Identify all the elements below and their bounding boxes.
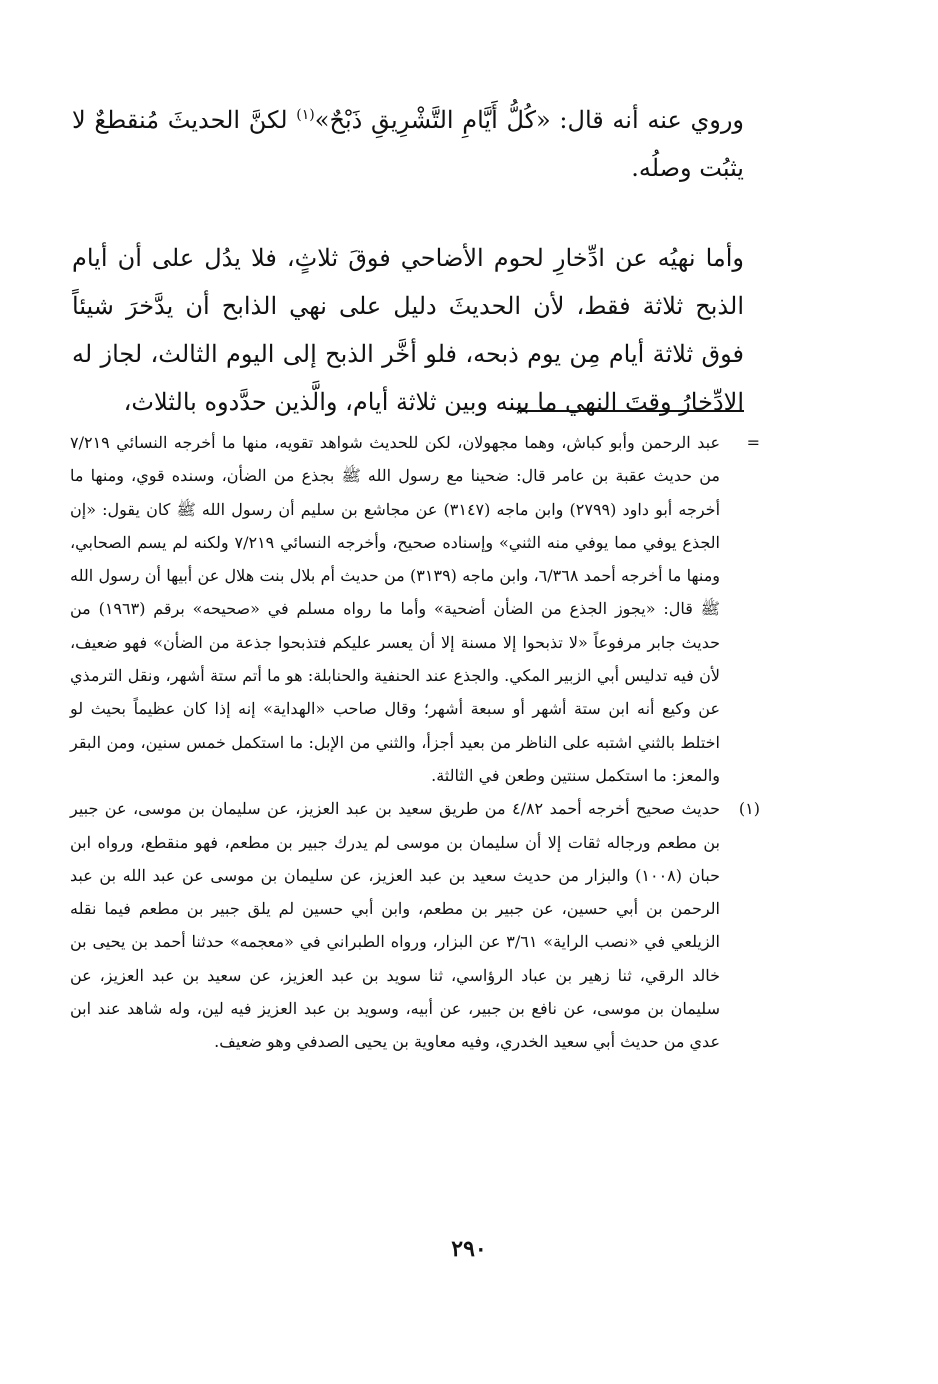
paragraph-1-text-a: وروي عنه أنه قال: «كُلُّ أَيَّامِ التَّشْرِيقِ ذَبْحٌ»	[314, 106, 745, 134]
footnote-separator	[518, 410, 744, 412]
footnote-ref-1[interactable]: (١)	[296, 107, 315, 123]
footnote-continuation	[70, 426, 760, 792]
footnote-continuation-marker: =	[746, 433, 760, 452]
footnotes	[70, 426, 760, 1059]
page-number: ٢٩٠	[451, 1236, 487, 1262]
paragraph-1	[72, 96, 744, 192]
footnote-1-text: حديث صحيح أخرجه أحمد ٤/٨٢ من طريق سعيد بن عبد العزيز، عن سليمان بن موسى، عن جبير بن مطعم ورجاله ثقات إلا أن سليمان بن موسى لم يدرك جبير بن مطعم، فهو منقطع، ورواه ابن حبان (١٠٠٨) والبزار من حديث سعيد بن عبد العزيز، عن سليمان بن موسى عن عبد الله بن عبد الرحمن بن أبي حسين، عن جبير بن مطعم، وابن أبي حسين لم يلق جبير بن مطعم فيما نقله الزيلعي في «نصب الراية» ٣/٦١ عن البزار، ورواه الطبراني في «معجمه» حدثنا أحمد بن يحيى بن خالد الرقي، ثنا زهير بن عباد الرؤاسي، ثنا سويد بن عبد العزيز، عن سعيد بن عبد العزيز، عن سليمان بن موسى، عن نافع بن جبير، عن أبيه، وسويد بن عبد العزيز فيه لين، وله شاهد عند ابن عدي من حديث أبي سعيد الخدري، وفيه معاوية بن يحيى الصدفي وهو ضعيف.	[70, 799, 721, 1052]
paragraph-1-text-b: لكنَّ الحديثَ مُنقطعٌ لا يثبُت وصلُه.	[72, 106, 744, 182]
footnote-1-marker: (١)	[738, 799, 760, 819]
paragraph-2: وأما نهيُه عن ادِّخارِ لحوم الأضاحي فوقَ ثلاثٍ، فلا يدُل على أن أيام الذبح ثلاثة فقط، لأن الحديثَ دليل على نهي الذابح أن يدَّخرَ شيئاً فوق ثلاثة أيام مِن يوم ذبحه، فلو أخَّر الذبح إلى اليوم الثالث، لجاز له الادِّخارُ وقتَ النهي ما بينه وبين ثلاثة أيام، والَّذين حدَّدوه بالثلاث،	[72, 244, 744, 416]
footnote-continuation-text: عبد الرحمن وأبو كباش، وهما مجهولان، لكن للحديث شواهد تقويه، منها ما أخرجه النسائي ٧/٢١٩ من حديث عقبة بن عامر قال: ضحينا مع رسول الله ﷺ بجذع من الضأن، وسنده قوي، ومنها ما أخرجه أبو داود (٢٧٩٩) وابن ماجه (٣١٤٧) عن مجاشع بن سليم أن رسول الله ﷺ كان يقول: «إن الجذع يوفي مما يوفي منه الثني» وإسناده صحيح، وأخرجه النسائي ٧/٢١٩ ولكنه لم يسم الصحابي، ومنها ما أخرجه أحمد ٦/٣٦٨، وابن ماجه (٣١٣٩) من حديث أم بلال بنت هلال عن أبيها أن رسول الله ﷺ قال: «يجوز الجذع من الضأن أضحية» وأما ما رواه مسلم في «صحيحه» برقم (١٩٦٣) من حديث جابر مرفوعاً «لا تذبحوا إلا مسنة إلا أن يعسر عليكم فتذبحوا جذعة من الضأن» فهو ضعيف، لأن فيه تدليس أبي الزبير المكي. والجذع عند الحنفية والحنابلة: هو ما أتم ستة أشهر، ونقل الترمذي عن وكيع أنه ابن ستة أشهر أو سبعة أشهر؛ وقال صاحب «الهداية» إنه إذا كان عظيماً بحيث لو اختلط بالثني اشتبه على الناظر من بعيد أجزأ، والثني من الإبل: ما استكمل خمس سنين، ومن البقر والمعز: ما استكمل سنتين وطعن في الثالثة.	[70, 433, 721, 785]
main-text	[72, 96, 744, 426]
footnote-1	[70, 792, 760, 1058]
